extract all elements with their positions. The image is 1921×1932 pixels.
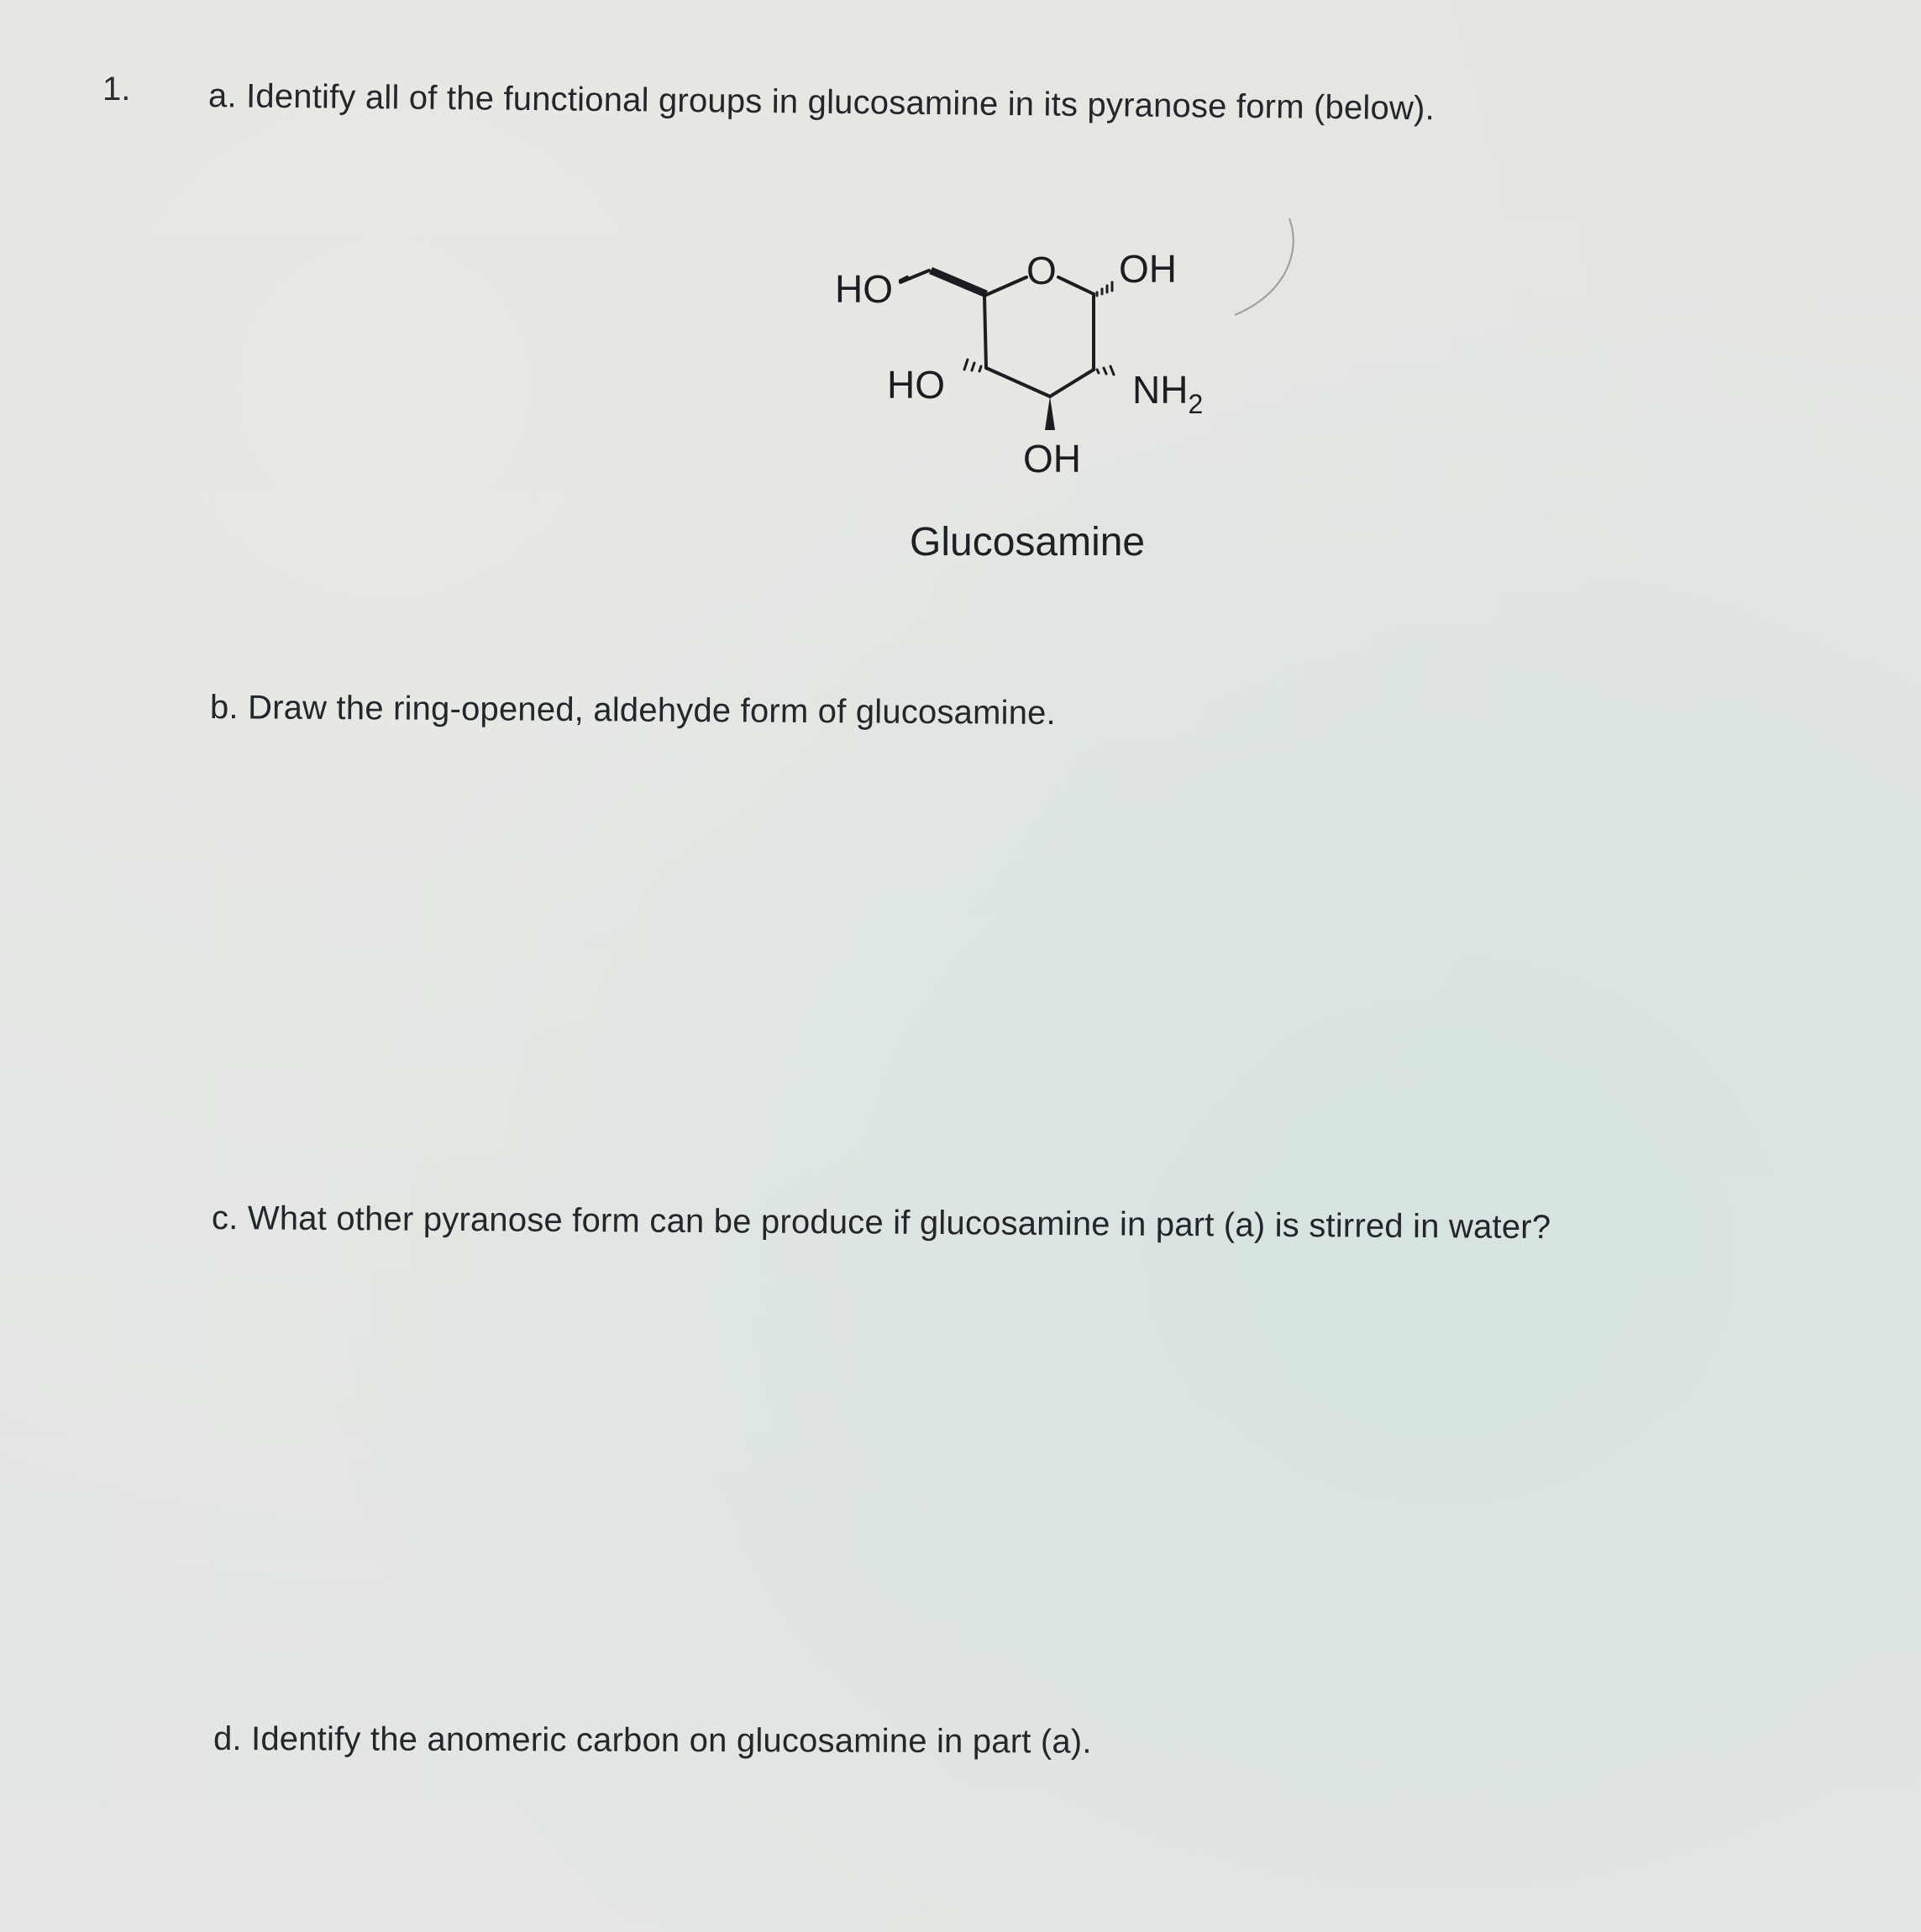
question-number: 1. [102,71,131,108]
bond-c4-c5 [984,296,986,368]
bond-c2-c3 [1050,370,1094,396]
label-oh-bottom: OH [1023,437,1081,480]
glucosamine-structure [806,227,1243,496]
label-ho-left: HO [887,363,945,407]
question-part-c: c. What other pyranose form can be produce if glucosamine in part (a) is stirred in water? [211,1200,1551,1247]
wedge-c5-c6 [929,267,988,297]
label-oh-top: OH [1119,247,1177,291]
question-part-d: d. Identify the anomeric carbon on glucosamine in part (a). [213,1720,1092,1761]
label-nh-main: NH [1132,368,1189,412]
stray-pen-mark [1210,210,1310,328]
label-nh-subscript: 2 [1188,389,1204,419]
bond-c5-o [984,277,1026,296]
hash-c4-oh [964,360,981,371]
label-ring-o: O [1026,249,1057,292]
bond-c3-c4 [986,368,1050,396]
question-part-a: a. Identify all of the functional groups in glucosamine in its pyranose form (below). [207,77,1436,128]
bond-o-c1 [1058,277,1094,294]
question-part-b: b. Draw the ring-opened, aldehyde form of glucosamine. [209,689,1057,732]
hash-c2-nh2 [1097,366,1114,375]
compound-name: Glucosamine [910,520,1146,564]
label-nh [1132,368,1203,419]
wedge-c3-oh [1045,396,1055,430]
label-ho-top: HO [835,267,893,311]
hash-c1-oh [1097,282,1112,296]
